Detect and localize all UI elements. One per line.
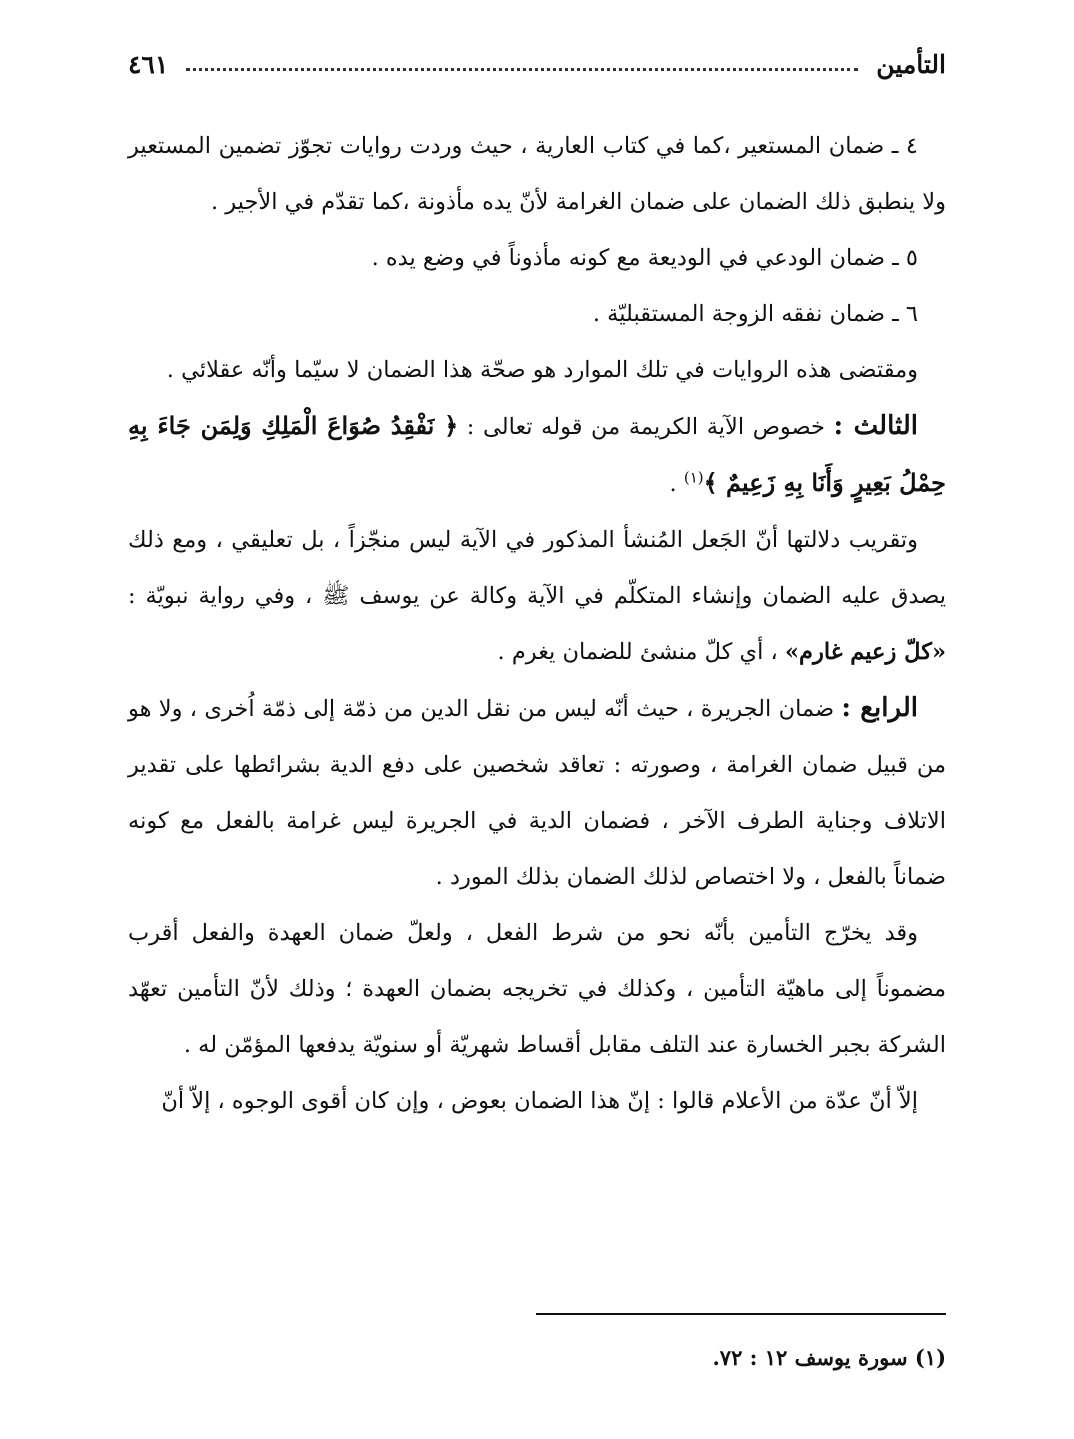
paragraph-fourth xyxy=(128,680,946,905)
paragraph-third xyxy=(128,398,946,512)
section-lead-third: الثالث : xyxy=(833,411,919,441)
paragraph-continued: إلاّ أنّ عدّة من الأعلام قالوا : إنّ هذا الضمان بعوض ، وإن كان أقوى الوجوه ، إلاّ أنّ xyxy=(161,1088,918,1114)
paragraph-insurance: وقد يخرّج التأمين بأنّه نحو من شرط الفعل ، ولعلّ ضمان العهدة والفعل أقرب مضموناً إلى ماهيّة التأمين ، وكذلك في تخريجه بضمان العهدة ؛ وذلك لأنّ التأمين تعهّد الشركة بجبر الخسارة عند التلف مقابل أقساط شهريّة أو سنويّة يدفعها المؤمّن له . xyxy=(128,920,946,1058)
paragraph-item-6: ٦ ـ ضمان نفقه الزوجة المستقبليّة . xyxy=(592,301,918,327)
paragraph-explanation-text: وتقريب دلالتها أنّ الجَعل المُنشأ المذكور في الآية ليس منجّزاً ، بل تعليقي ، ومع ذلك يصدق عليه الضمان وإنشاء المتكلّم في الآية وكالة عن يوسف ﷺ ، وفي رواية نبويّة : xyxy=(128,527,946,609)
section-lead-fourth: الرابع : xyxy=(841,693,918,723)
quran-verse: ﴿ نَفْقِدُ صُوَاعَ الْمَلِكِ وَلِمَن جَاءَ بِهِ حِمْلُ بَعِيرٍ وَأَنَا بِهِ زَعِيمٌ ﴾ xyxy=(128,411,946,497)
hadith-quote: «كلّ زعيم غارم» xyxy=(784,639,946,665)
main-text xyxy=(128,118,946,1129)
paragraph-third-text: خصوص الآية الكريمة من قوله تعالى : xyxy=(458,414,834,440)
paragraph-explanation xyxy=(128,512,946,680)
chapter-title: التأمين xyxy=(876,49,946,79)
footnote-reference: (١) xyxy=(683,468,704,487)
header-dotted-leader xyxy=(186,68,858,71)
paragraph-item-4: ٤ ـ ضمان المستعير ،كما في كتاب العارية ، حيث وردت روايات تجوّز تضمين المستعير ولا ينطبق ذلك الضمان على ضمان الغرامة لأنّ يده مأذونة ،كما تقدّم في الأجير . xyxy=(128,133,946,215)
footnote-separator xyxy=(536,1313,946,1315)
paragraph-item-5: ٥ ـ ضمان الودعي في الوديعة مع كونه مأذوناً في وضع يده . xyxy=(371,245,918,271)
paragraph-conclusion: ومقتضى هذه الروايات في تلك الموارد هو صحّة هذا الضمان لا سيّما وأنّه عقلائي . xyxy=(166,357,918,383)
footnote: (١) سورة يوسف ١٢ : ٧٢. xyxy=(712,1345,946,1370)
page-number: ٤٦١ xyxy=(128,49,169,79)
paragraph-fourth-text: ضمان الجريرة ، حيث أنّه ليس من نقل الدين من ذمّة إلى ذمّة اُخرى ، ولا هو من قبيل ضمان الغرامة ، وصورته : تعاقد شخصين على دفع الدية بشرائطها على تقدير الاتلاف وجناية الطرف الآخر ، فضمان الدية في الجريرة ليس غرامة بالفعل مع كونه ضماناً بالفعل ، ولا اختصاص لذلك الضمان بذلك المورد . xyxy=(128,696,946,890)
paragraph-third-end: . xyxy=(669,471,684,497)
running-header xyxy=(128,44,946,84)
paragraph-explanation-end: ، أي كلّ منشئ للضمان يغرم . xyxy=(497,639,785,665)
